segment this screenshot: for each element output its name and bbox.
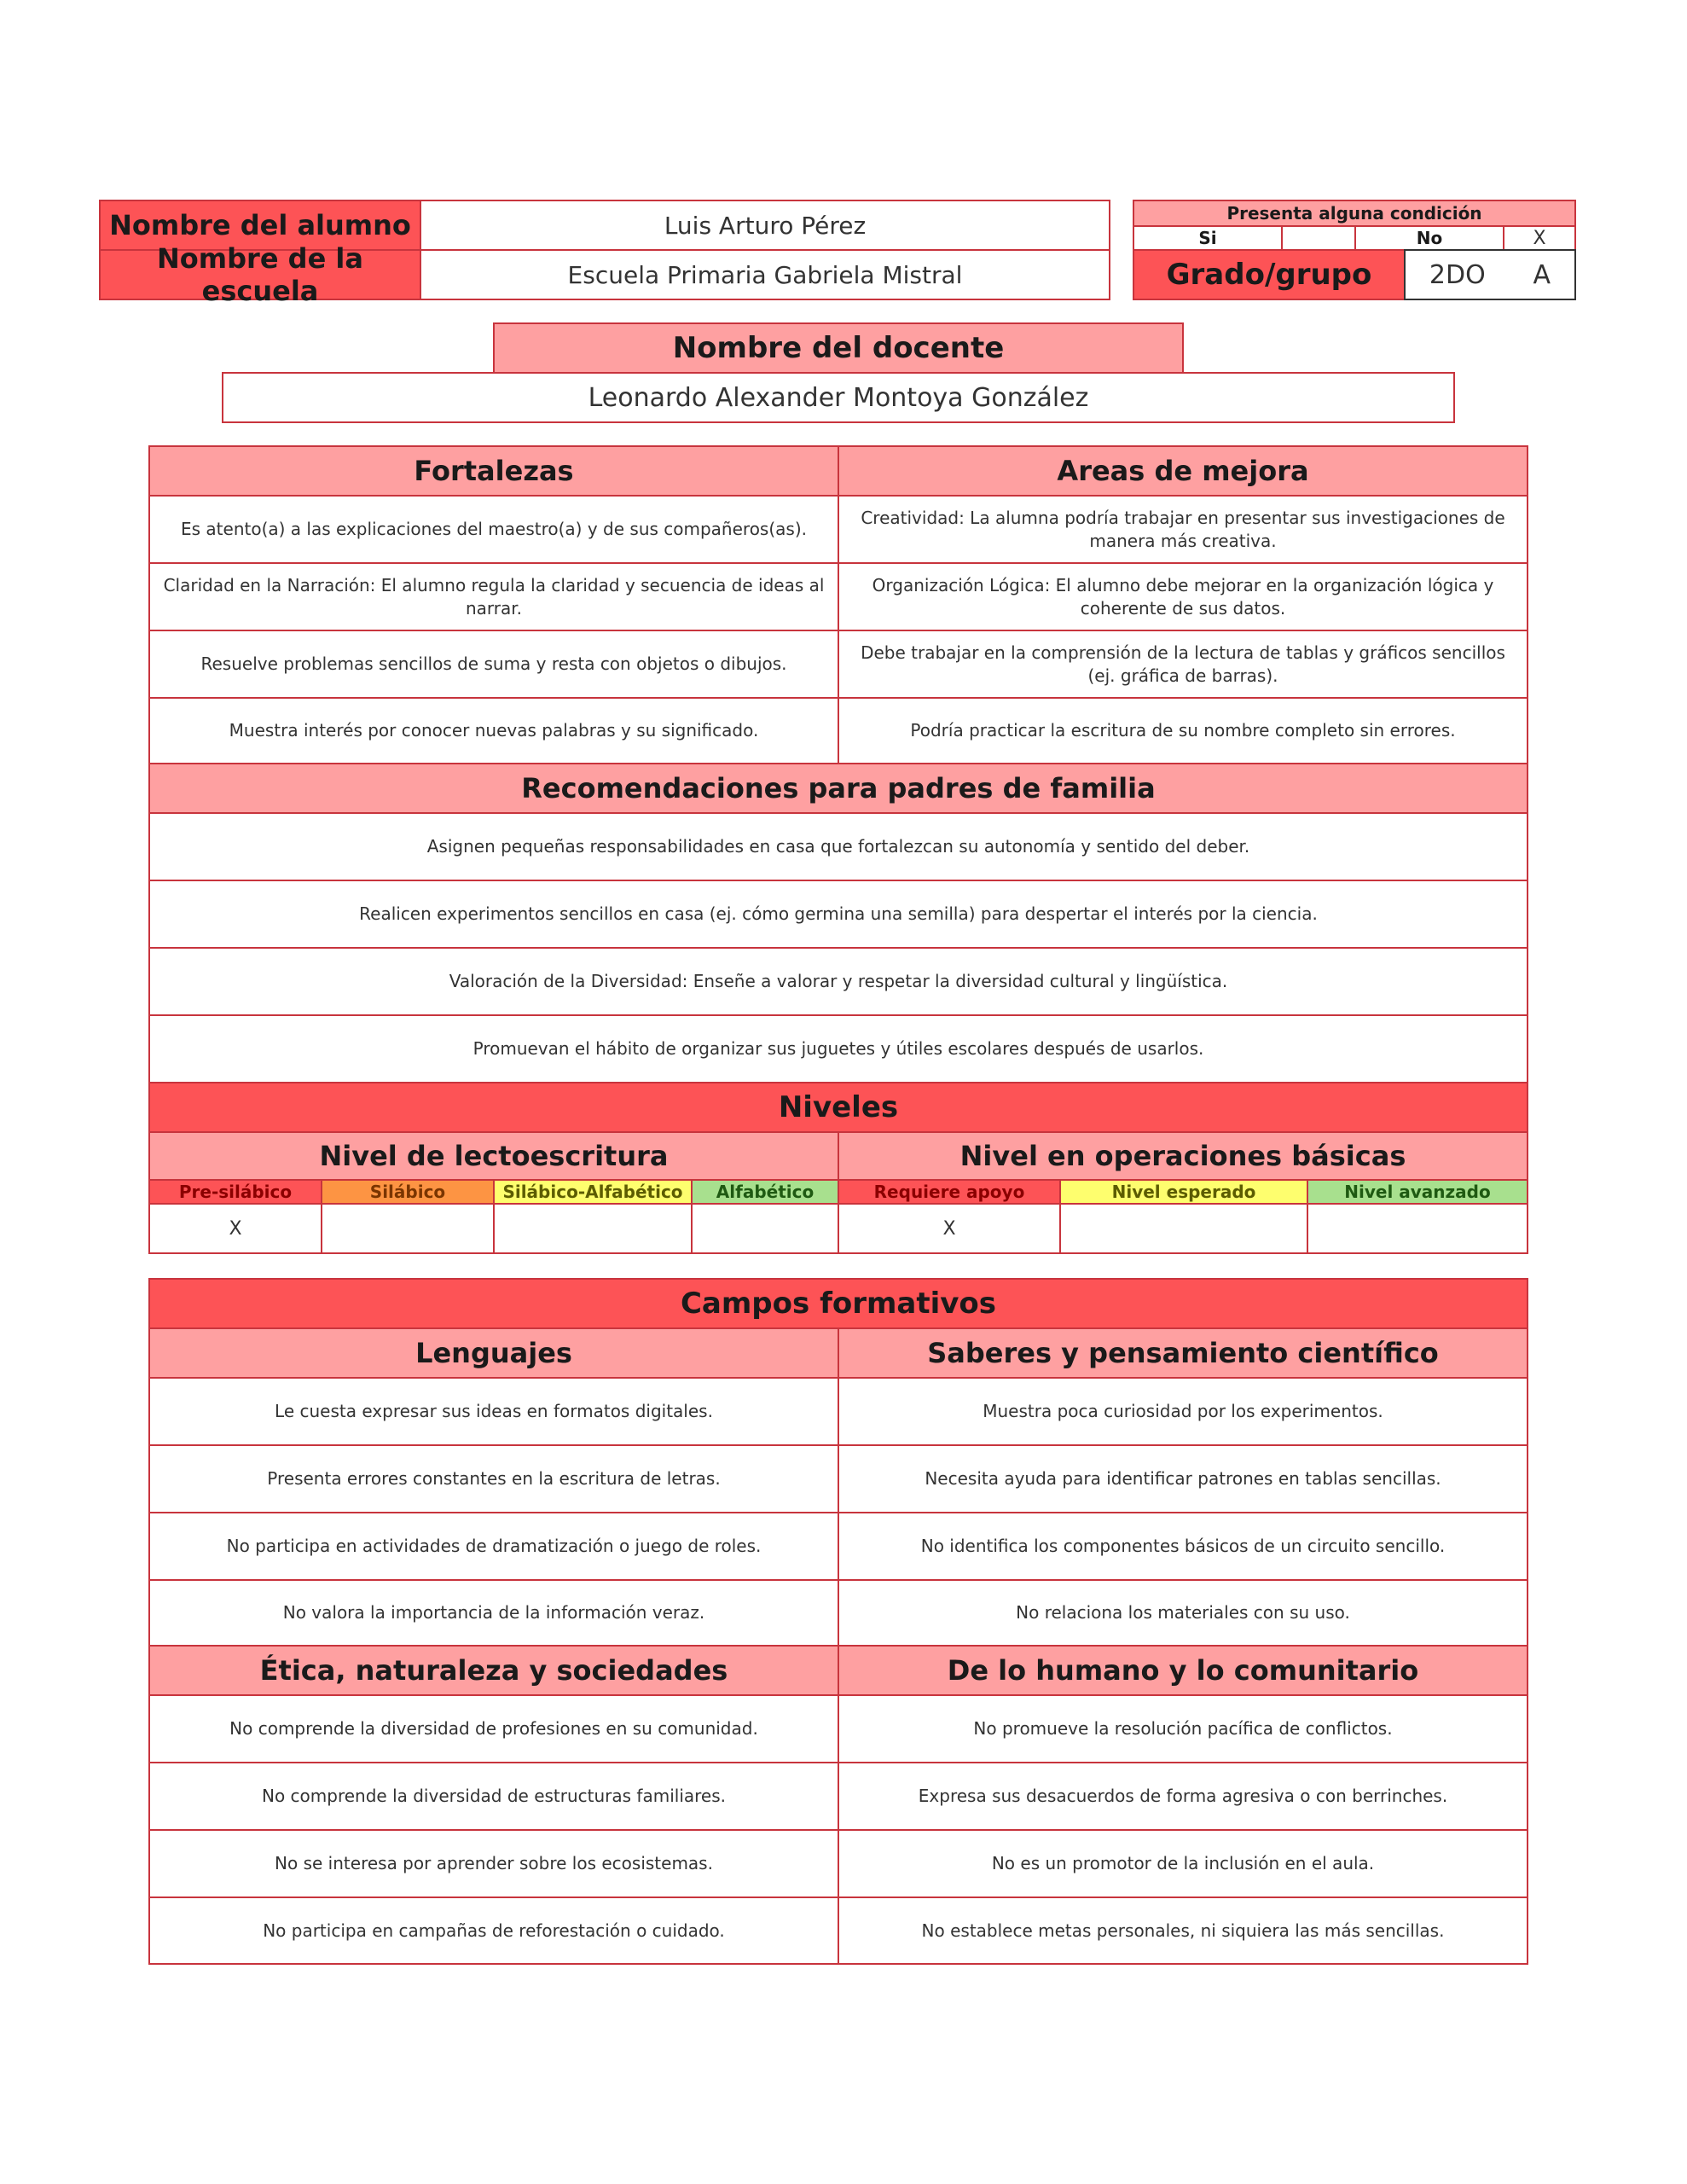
level-requiere-apoyo: [838, 1179, 1061, 1205]
etica-item: [148, 1896, 839, 1965]
reading-level-header: [148, 1131, 839, 1181]
field-text: Presenta errores constantes en la escritura de letras.: [267, 1468, 721, 1489]
recommendation-text: Realicen experimentos sencillos en casa (ej. cómo germina una semilla) para despertar el interés por la ciencia.: [359, 903, 1318, 924]
lenguajes-item: [148, 1444, 839, 1513]
lenguajes-title: Lenguajes: [415, 1337, 572, 1369]
math-level-header: [838, 1131, 1528, 1181]
teacher-label: [493, 322, 1184, 374]
lenguajes-header: [148, 1327, 839, 1379]
strengths-title: Fortalezas: [414, 455, 574, 487]
etica-header: [148, 1645, 839, 1696]
improvement-text: Debe trabajar en la comprensión de la lectura de tablas y gráficos sencillos (ej. gráfica de barras).: [861, 642, 1505, 686]
levels-header: [148, 1082, 1528, 1133]
recommendations-header: [148, 763, 1528, 814]
level-mark: X: [942, 1217, 956, 1240]
recommendations-title: Recomendaciones para padres de familia: [521, 772, 1156, 804]
field-text: No comprende la diversidad de estructuras familiares.: [261, 1786, 726, 1806]
improvement-text: Organización Lógica: El alumno debe mejorar en la organización lógica y coherente de sus datos.: [872, 574, 1494, 619]
recommendation-item: [148, 812, 1528, 881]
level-label: Requiere apoyo: [873, 1182, 1025, 1202]
level-label: Pre-silábico: [178, 1182, 293, 1202]
improvement-item: [838, 630, 1528, 699]
level-nivel-esperado: [1059, 1179, 1308, 1205]
strength-text: Muestra interés por conocer nuevas palabras y su significado.: [229, 720, 759, 741]
improvement-title: Areas de mejora: [1057, 455, 1309, 487]
etica-item: [148, 1762, 839, 1831]
condition-no-mark: X: [1533, 227, 1546, 249]
field-text: No valora la importancia de la información veraz.: [282, 1602, 705, 1623]
etica-title: Ética, naturaleza y sociedades: [259, 1654, 728, 1687]
humano-item: [838, 1896, 1528, 1965]
field-text: Muestra poca curiosidad por los experimentos.: [983, 1401, 1383, 1421]
school-name-label: [99, 242, 421, 307]
grade-value: [1404, 249, 1576, 300]
recommendation-item: [148, 1014, 1528, 1083]
field-text: No relaciona los materiales con su uso.: [1016, 1602, 1350, 1623]
teacher-name-text: Leonardo Alexander Montoya González: [588, 382, 1089, 413]
strength-item: [148, 562, 839, 631]
etica-item: [148, 1694, 839, 1763]
field-text: No promueve la resolución pacífica de conflictos.: [973, 1718, 1393, 1739]
humano-item: [838, 1762, 1528, 1831]
field-text: No es un promotor de la inclusión en el aula.: [991, 1853, 1375, 1873]
strength-text: Claridad en la Narración: El alumno regula la claridad y secuencia de ideas al narrar.: [163, 574, 825, 619]
humano-item: [838, 1694, 1528, 1763]
field-text: Necesita ayuda para identificar patrones en tablas sencillas.: [925, 1468, 1441, 1489]
recommendation-text: Promuevan el hábito de organizar sus juguetes y útiles escolares después de usarlos.: [472, 1038, 1204, 1059]
strengths-header: [148, 445, 839, 497]
condition-si-value: [1281, 225, 1356, 251]
level-nivel-avanzado: [1307, 1179, 1528, 1205]
field-text: Le cuesta expresar sus ideas en formatos digitales.: [275, 1401, 713, 1421]
strength-item: [148, 495, 839, 564]
condition-title: [1133, 200, 1576, 227]
school-name-text: Escuela Primaria Gabriela Mistral: [567, 260, 963, 289]
condition-si-label-text: Si: [1198, 228, 1217, 248]
teacher-value: [222, 372, 1455, 423]
level-label: Alfabético: [716, 1182, 815, 1202]
humano-title: De lo humano y lo comunitario: [947, 1654, 1419, 1687]
level-mark-alfabetico: [691, 1203, 839, 1254]
teacher-label-text: Nombre del docente: [672, 331, 1005, 365]
improvement-text: Creatividad: La alumna podría trabajar en presentar sus investigaciones de manera más creativa.: [861, 507, 1505, 551]
improvement-item: [838, 697, 1528, 764]
level-label: Silábico: [369, 1182, 446, 1202]
level-mark-pre-silabico: [148, 1203, 322, 1254]
field-text: No comprende la diversidad de profesiones en su comunidad.: [229, 1718, 758, 1739]
recommendation-item: [148, 947, 1528, 1016]
improvement-header: [838, 445, 1528, 497]
field-text: No participa en campañas de reforestación o cuidado.: [263, 1920, 725, 1941]
lenguajes-item: [148, 1377, 839, 1446]
strength-item: [148, 630, 839, 699]
level-label: Nivel esperado: [1111, 1182, 1256, 1202]
grade-label: [1133, 249, 1406, 300]
grade-text: 2DO: [1429, 259, 1486, 290]
condition-title-text: Presenta alguna condición: [1226, 203, 1482, 224]
recommendation-text: Valoración de la Diversidad: Enseñe a valorar y respetar la diversidad cultural y lingüística.: [449, 971, 1228, 991]
improvement-item: [838, 495, 1528, 564]
fields-title: Campos formativos: [680, 1287, 997, 1321]
field-text: No identifica los componentes básicos de un circuito sencillo.: [920, 1536, 1446, 1556]
field-text: Expresa sus desacuerdos de forma agresiva o con berrinches.: [918, 1786, 1448, 1806]
math-level-title: Nivel en operaciones básicas: [959, 1140, 1406, 1172]
level-silabico: [321, 1179, 495, 1205]
improvement-item: [838, 562, 1528, 631]
school-name-label-text: Nombre de la escuela: [157, 242, 363, 307]
condition-no-value: [1503, 225, 1576, 251]
field-text: No participa en actividades de dramatización o juego de roles.: [226, 1536, 762, 1556]
saberes-item: [838, 1512, 1528, 1581]
level-silabico-alfabetico: [493, 1179, 693, 1205]
grade-label-text: Grado/grupo: [1166, 258, 1372, 292]
level-mark-silabico-alfabetico: [493, 1203, 693, 1254]
recommendation-item: [148, 880, 1528, 949]
saberes-title: Saberes y pensamiento científico: [927, 1337, 1439, 1369]
level-label: Silábico-Alfabético: [502, 1182, 683, 1202]
lenguajes-item: [148, 1579, 839, 1647]
level-mark-nivel-avanzado: [1307, 1203, 1528, 1254]
level-mark-requiere-apoyo: [838, 1203, 1061, 1254]
strength-text: Es atento(a) a las explicaciones del maestro(a) y de sus compañeros(as).: [181, 519, 807, 539]
etica-item: [148, 1829, 839, 1898]
field-text: No establece metas personales, ni siquiera las más sencillas.: [921, 1920, 1445, 1941]
recommendation-text: Asignen pequeñas responsabilidades en casa que fortalezcan su autonomía y sentido del deber.: [426, 836, 1250, 857]
improvement-text: Podría practicar la escritura de su nombre completo sin errores.: [910, 720, 1456, 741]
strength-item: [148, 697, 839, 764]
level-label: Nivel avanzado: [1344, 1182, 1491, 1202]
student-name-text: Luis Arturo Pérez: [664, 211, 867, 240]
group-text: A: [1533, 259, 1551, 290]
saberes-item: [838, 1377, 1528, 1446]
fields-header: [148, 1278, 1528, 1329]
saberes-item: [838, 1444, 1528, 1513]
saberes-item: [838, 1579, 1528, 1647]
field-text: No se interesa por aprender sobre los ecosistemas.: [275, 1853, 713, 1873]
school-name-value: [420, 249, 1110, 300]
levels-title: Niveles: [778, 1090, 899, 1124]
strength-text: Resuelve problemas sencillos de suma y resta con objetos o dibujos.: [200, 653, 787, 674]
saberes-header: [838, 1327, 1528, 1379]
reading-level-title: Nivel de lectoescritura: [319, 1140, 669, 1172]
level-alfabetico: [691, 1179, 839, 1205]
humano-item: [838, 1829, 1528, 1898]
level-mark: X: [229, 1217, 242, 1240]
level-pre-silabico: [148, 1179, 322, 1205]
level-mark-silabico: [321, 1203, 495, 1254]
student-name-value: [420, 200, 1110, 251]
condition-no-label: [1354, 225, 1504, 251]
student-name-label-text: Nombre del alumno: [109, 209, 411, 241]
level-mark-nivel-esperado: [1059, 1203, 1308, 1254]
lenguajes-item: [148, 1512, 839, 1581]
humano-header: [838, 1645, 1528, 1696]
condition-si-label: [1133, 225, 1283, 251]
condition-no-label-text: No: [1416, 228, 1443, 248]
